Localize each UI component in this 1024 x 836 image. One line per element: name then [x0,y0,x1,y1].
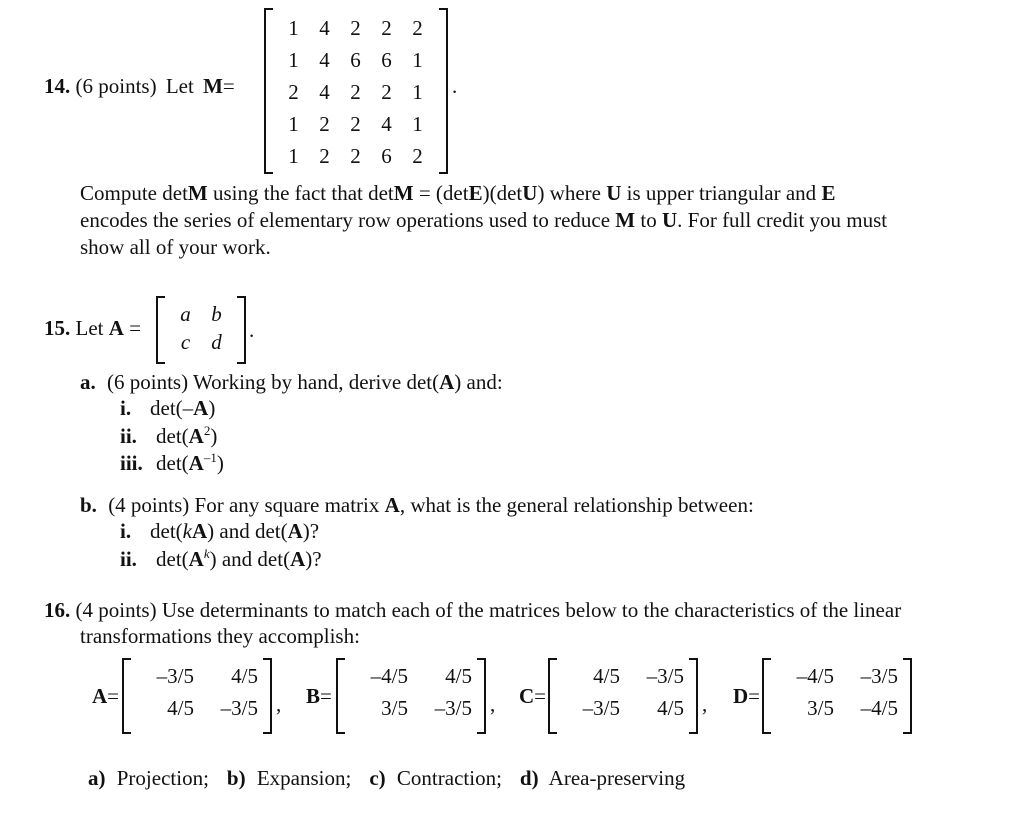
q14-number: 14. [44,74,71,98]
matrix-cell: 2 [350,16,361,40]
bold-A: A [188,547,204,571]
matrix-grid [134,664,258,728]
right-bracket [477,658,486,734]
q16-options [88,766,703,791]
q14-equals: = [222,74,235,98]
q14-matrix-name: M [203,74,223,98]
matrix-cell: 2 [381,16,392,40]
matrix-cell: 4 [319,48,330,72]
left-bracket [336,658,345,734]
matrix-name: A [92,684,108,708]
right-bracket [689,658,698,734]
matrix-cell: b [211,302,222,326]
right-bracket [439,8,448,174]
matrix-cell: d [211,330,222,354]
matrix-cell: 2 [350,80,361,104]
text: Compute det [80,181,188,205]
text: ) and: [454,370,503,394]
text: is upper triangular and [621,181,822,205]
italic-k: k [182,519,192,543]
superscript: –1 [203,450,217,465]
bold-M: M [187,181,208,205]
text: det( [156,451,189,475]
matrix-cell: 1 [412,80,423,104]
option-text: Contraction; [391,766,502,790]
q14-matrix [264,8,448,174]
text: )? [302,519,320,543]
matrix-cell: 4 [381,112,392,136]
matrix-cell: 4/5 [593,664,620,688]
left-bracket [156,296,165,364]
q15-number: 15. [44,316,71,340]
matrix-cell: 4 [319,80,330,104]
matrix-cell: c [180,330,191,354]
matrix-cell: 4/5 [657,696,684,720]
bold-M: M [393,181,414,205]
text: ) [208,396,216,420]
text: det( [150,519,183,543]
matrix-cell: 2 [350,112,361,136]
q15-part-a [80,370,503,395]
text: ) and det( [207,519,288,543]
text: det( [156,424,189,448]
q15-a-i [120,396,215,421]
matrix-cell: 2 [319,112,330,136]
q16-matrix [548,658,698,734]
sub-label: iii. [120,451,143,475]
left-bracket [264,8,273,174]
equals-sign: = [534,684,547,708]
q15-header [44,316,141,341]
q14-line-2 [80,208,887,233]
text: det( [156,547,189,571]
text: , what is the general relationship between: [399,493,754,517]
matrix-cell: –4/5 [370,664,408,688]
option-text: Expansion; [251,766,352,790]
q14-matrix-grid [278,16,433,176]
answer-option [369,766,502,790]
q15-a-ii [120,423,217,449]
q16-matrix-label [733,684,760,709]
matrix-cell: –3/5 [156,664,194,688]
left-bracket [762,658,771,734]
option-label: a) [88,766,106,790]
option-label: d) [519,766,539,790]
q16-line-2: transformations they accomplish: [80,624,360,648]
matrix-name: D [733,684,749,708]
matrix-cell: –3/5 [434,696,472,720]
matrix-cell: a [180,302,191,326]
matrix-cell: 6 [350,48,361,72]
q14-points: (6 points) [75,74,157,98]
sub-label: i. [120,519,132,543]
q15-period: . [249,318,255,342]
matrix-cell: 2 [319,144,330,168]
answer-option [227,766,351,790]
matrix-cell: 6 [381,144,392,168]
bold-A: A [287,519,303,543]
matrix-cell: 2 [381,80,392,104]
matrix-cell: –3/5 [220,696,258,720]
part-label: a. [80,370,96,394]
q16-matrix-label [92,684,119,709]
bold-A: A [384,493,400,517]
q15-let: Let [75,316,104,340]
q15-part-b [80,493,754,518]
text: (6 points) Working by hand, derive det( [107,370,440,394]
q15-matrix [156,296,246,364]
comma: , [276,692,282,716]
answer-option [88,766,209,790]
bold-U: U [661,208,678,232]
q15-b-i [120,519,319,544]
right-bracket [237,296,246,364]
text: (4 points) For any square matrix [108,493,385,517]
text: encodes the series of elementary row operations used to reduce [80,208,616,232]
q15-matrix-name: A [108,316,124,340]
q16-matrix [336,658,486,734]
text: ) where [537,181,607,205]
equals-sign: = [107,684,120,708]
matrix-cell: 1 [412,48,423,72]
comma: , [490,692,496,716]
q14-header [44,74,235,99]
option-text: Area-preserving [544,766,686,790]
matrix-cell: 1 [288,144,299,168]
text: det(– [150,396,194,420]
text: to [635,208,662,232]
bold-E: E [468,181,483,205]
matrix-cell: 1 [412,112,423,136]
matrix-cell: –4/5 [796,664,834,688]
q14-line-1 [80,181,835,206]
text: using the fact that det [207,181,394,205]
matrix-cell: 1 [288,112,299,136]
q16-matrix [122,658,272,734]
equals-sign: = [748,684,761,708]
q16-number: 16. [44,598,71,622]
q16-line-1 [44,598,901,623]
matrix-grid [774,664,898,728]
matrix-cell: 3/5 [381,696,408,720]
q15-b-ii [120,546,322,572]
option-label: b) [226,766,246,790]
part-label: b. [80,493,97,517]
q15-matrix-grid [170,302,232,358]
q14-let: Let [165,74,194,98]
left-bracket [548,658,557,734]
matrix-cell: 2 [412,16,423,40]
matrix-cell: 6 [381,48,392,72]
q14-line-3: show all of your work. [80,235,271,259]
q14-period: . [452,74,458,98]
matrix-cell: 1 [288,16,299,40]
text: ) and det( [209,547,291,571]
q16-matrix [762,658,912,734]
bold-E: E [821,181,836,205]
q15-equals: = [129,316,141,340]
bold-A: A [290,547,306,571]
sub-label: ii. [120,424,137,448]
option-label: c) [369,766,386,790]
superscript: k [203,546,210,561]
text: ) [210,424,218,448]
bold-U: U [522,181,538,205]
text: )? [305,547,322,571]
text: = (det [413,181,469,205]
matrix-cell: 2 [288,80,299,104]
left-bracket [122,658,131,734]
right-bracket [263,658,272,734]
matrix-cell: 4 [319,16,330,40]
bold-A: A [193,396,209,420]
matrix-cell: 1 [288,48,299,72]
bold-A: A [188,451,204,475]
matrix-cell: 3/5 [807,696,834,720]
q16-matrix-label [519,684,546,709]
matrix-cell: –4/5 [860,696,898,720]
sub-label: ii. [120,547,137,571]
bold-A: A [188,424,204,448]
option-text: Projection; [111,766,209,790]
right-bracket [903,658,912,734]
matrix-name: B [306,684,321,708]
comma: , [702,692,708,716]
text: ) [216,451,224,475]
text: )(det [482,181,523,205]
bold-U: U [606,181,622,205]
q16-matrix-label [306,684,332,709]
bold-A: A [439,370,455,394]
matrix-cell: 2 [412,144,423,168]
text: . For full credit you must [677,208,888,232]
answer-option [520,766,685,790]
bold-A: A [191,519,208,543]
q15-a-iii [120,450,224,476]
matrix-cell: 4/5 [445,664,472,688]
matrix-cell: 4/5 [167,696,194,720]
text: (4 points) Use determinants to match each of the matrices below to the characteristics of the linear [75,598,902,622]
matrix-cell: 4/5 [231,664,258,688]
matrix-grid [348,664,472,728]
matrix-cell: –3/5 [646,664,684,688]
matrix-grid [560,664,684,728]
superscript: 2 [203,423,211,438]
equals-sign: = [320,684,332,708]
matrix-cell: –3/5 [860,664,898,688]
bold-M: M [615,208,636,232]
matrix-cell: 2 [350,144,361,168]
matrix-cell: –3/5 [582,696,620,720]
sub-label: i. [120,396,132,420]
matrix-name: C [519,684,535,708]
